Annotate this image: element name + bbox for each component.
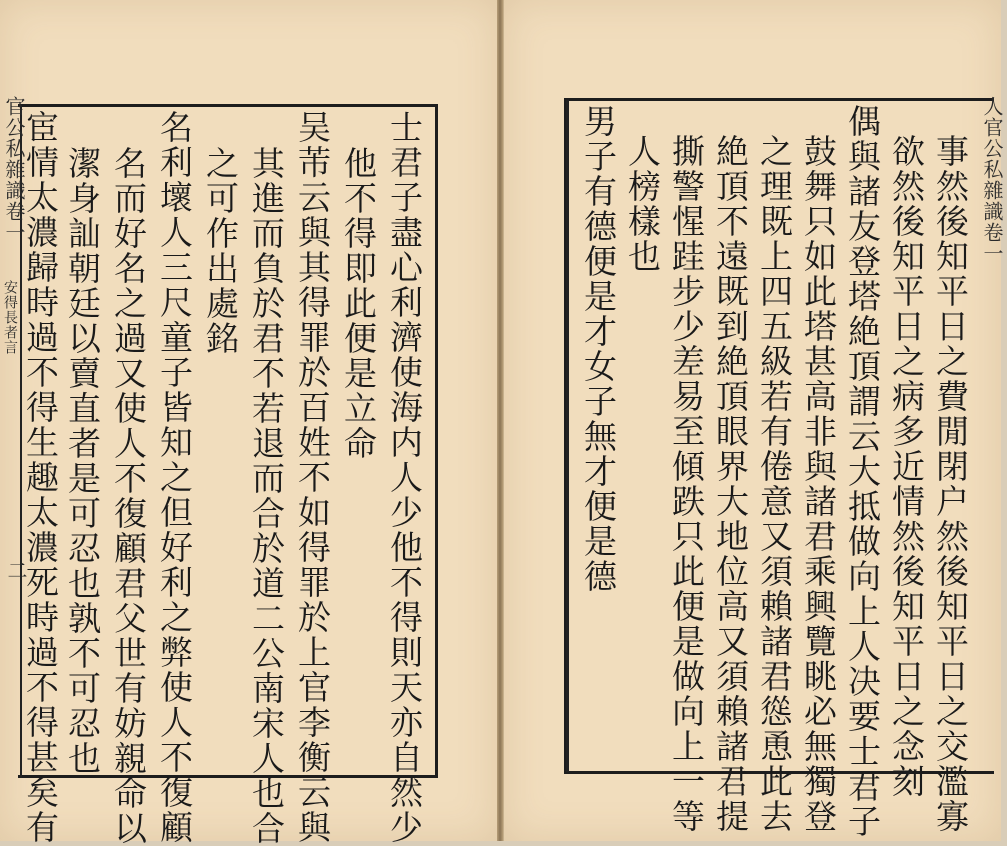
left-column-3: 吴芾云與其得罪於百姓不如得罪於上官李衡云與 bbox=[293, 110, 332, 845]
right-column-9: 男子有德便是才女子無才便是德 bbox=[579, 104, 618, 594]
right-column-5: 之理既上四五級若有倦意又須賴諸君慫恿此去 bbox=[755, 134, 794, 834]
right-column-3: 偶與諸友登塔絶頂謂云大抵做向上人决要士君子 bbox=[843, 104, 882, 839]
left-margin-subtitle: 安得長者言 bbox=[2, 280, 18, 355]
right-column-4: 鼓舞只如此塔甚高非與諸君乘興覽眺必無獨登 bbox=[799, 134, 838, 834]
left-margin-title: 官公私雜識卷一 bbox=[2, 96, 26, 243]
right-column-7: 撕警惺跬步少差易至傾跌只此便是做向上一等 bbox=[667, 134, 706, 834]
right-page bbox=[503, 0, 1004, 841]
right-margin-title: 人官公私雜識卷一 bbox=[980, 96, 1004, 264]
left-column-6: 名利壞人三尺童子皆知之但好利之弊使人不復顧 bbox=[155, 110, 194, 845]
left-column-1: 士君子盡心利濟使海内人少他不得則天亦自然少 bbox=[385, 110, 424, 845]
left-column-5: 之可作出處銘 bbox=[201, 146, 240, 356]
left-page-number: 二 bbox=[4, 560, 28, 581]
left-column-2: 他不得即此便是立命 bbox=[339, 146, 378, 461]
left-column-7: 名而好名之過又使人不復顧君父世有妨親命以 bbox=[109, 146, 148, 846]
left-column-8: 潔身訕朝廷以賣直者是可忍也孰不可忍也 bbox=[63, 146, 102, 776]
right-page-border-rule bbox=[566, 100, 569, 772]
right-column-2: 欲然後知平日之病多近情然後知平日之念刻 bbox=[887, 134, 926, 799]
right-column-6: 絶頂不遠既到絶頂眼界大地位高又須賴諸君提 bbox=[711, 134, 750, 834]
left-page bbox=[0, 0, 498, 846]
left-column-9: 宦情太濃歸時過不得生趣太濃死時過不得甚矣有 bbox=[21, 110, 60, 845]
right-column-1: 事然後知平日之費閒閉户然後知平日之交濫寡 bbox=[931, 134, 970, 834]
right-column-8: 人榜樣也 bbox=[623, 134, 662, 274]
left-column-4: 其進而負於君不若退而合於道二公南宋人也合 bbox=[247, 146, 286, 846]
